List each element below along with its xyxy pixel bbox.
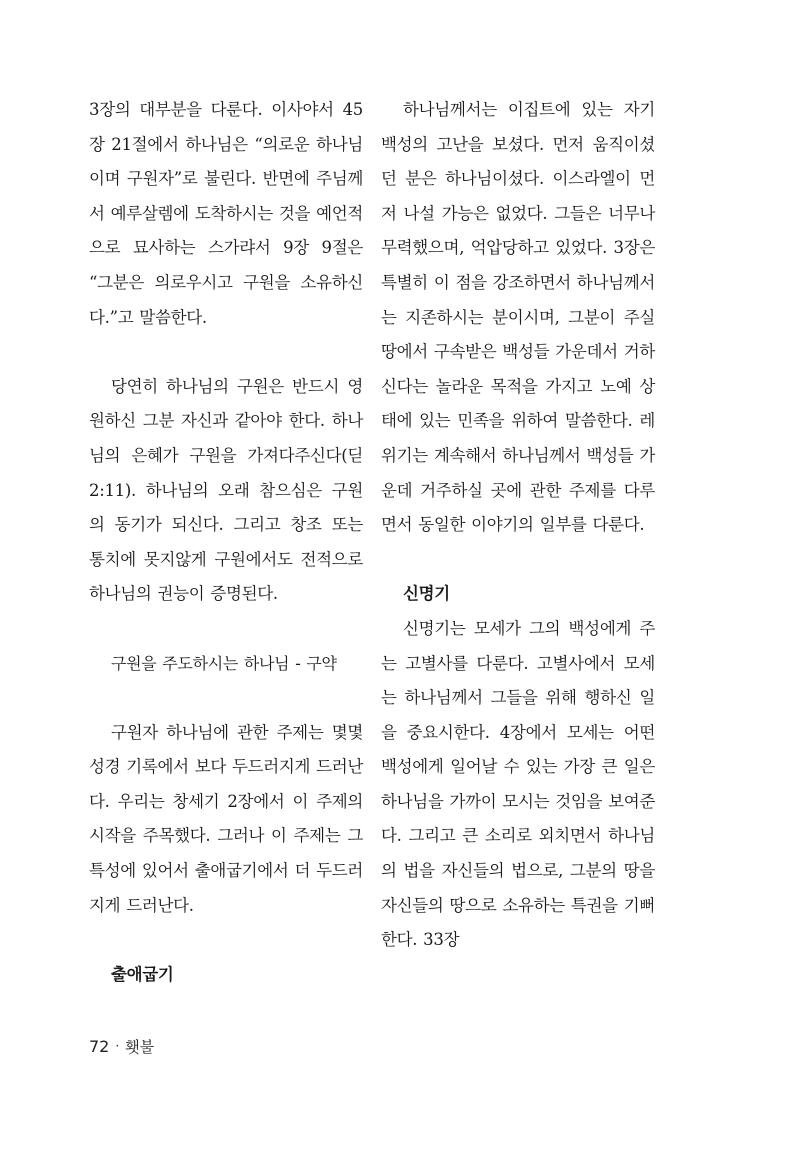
- publication-name: 횃불: [125, 1038, 155, 1056]
- paragraph-gap: [89, 612, 363, 647]
- left-paragraph-1: 3장의 대부분을 다룬다. 이사야서 45장 21절에서 하나님은 “의로운 하나님이며 구원자”로 불린다. 반면에 주님께서 예루살렘에 도착하시는 것을 예언적으로 묘사하는 스가랴서 9장 9절은 “그분은 의로우시고 구원을 소유하신다.”고 말씀한다.: [89, 100, 364, 327]
- left-column: [89, 93, 363, 992]
- paragraph-gap: [89, 923, 363, 958]
- left-paragraph-3: 구원자 하나님에 관한 주제는 몇몇 성경 기록에서 보다 두드러지게 드러난다. 우리는 창세기 2장에서 이 주제의 시작을 주목했다. 그러나 이 주제는 그 특성에 있어서 출애굽기에서 더 두드러지게 드러난다.: [89, 722, 364, 915]
- section-heading-deuteronomy: 신명기: [403, 584, 450, 604]
- paragraph-gap: [381, 543, 655, 578]
- section-subheading: 구원을 주도하시는 하나님 - 구약: [111, 653, 337, 673]
- right-paragraph-2: 신명기는 모세가 그의 백성에게 주는 고별사를 다룬다. 고별사에서 모세는 하나님께서 그들을 위해 행하신 일을 중요시한다. 4장에서 모세는 어떤 백성에게 일어날 수 있는 가장 큰 일은 하나님을 가까이 모시는 것임을 보여준다. 그리고 큰 소리로 외치면서 하나님의 법을 자신들의 법으로, 그분의 땅을 자신들의 땅으로 소유하는 특권을 기뻐한다. 33장: [381, 618, 656, 950]
- left-paragraph-2: 당연히 하나님의 구원은 반드시 영원하신 그분 자신과 같아야 한다. 하나님의 은혜가 구원을 가져다주신다(딛 2:11). 하나님의 오래 참으심은 구원의 동기가 되신다. 그리고 창조 또는 통치에 못지않게 구원에서도 전적으로 하나님의 권능이 증명된다.: [89, 376, 363, 604]
- page-footer: [89, 1036, 154, 1057]
- section-heading-exodus: 출애굽기: [111, 964, 174, 984]
- paragraph-gap: [89, 335, 363, 370]
- right-paragraph-1: 하나님께서는 이집트에 있는 자기 백성의 고난을 보셨다. 먼저 움직이셨던 분은 하나님이셨다. 이스라엘이 먼저 나설 가능은 없었다. 그들은 너무나 무력했으며, 억압당하고 있었다. 3장은 특별히 이 점을 강조하면서 하나님께서는 지존하시는 분이시며, 그분이 주실 땅에서 구속받은 백성들 가운데서 거하신다는 놀라운 목적을 가지고 노예 상태에 있는 민족을 위하여 말씀한다. 레위기는 계속해서 하나님께서 백성들 가운데 거주하실 곳에 관한 주제를 다루면서 동일한 이야기의 일부를 다룬다.: [381, 100, 656, 535]
- page-number: 72: [89, 1037, 110, 1056]
- footer-separator: ·: [115, 1039, 120, 1053]
- right-column: [381, 93, 655, 958]
- paragraph-gap: [89, 681, 363, 716]
